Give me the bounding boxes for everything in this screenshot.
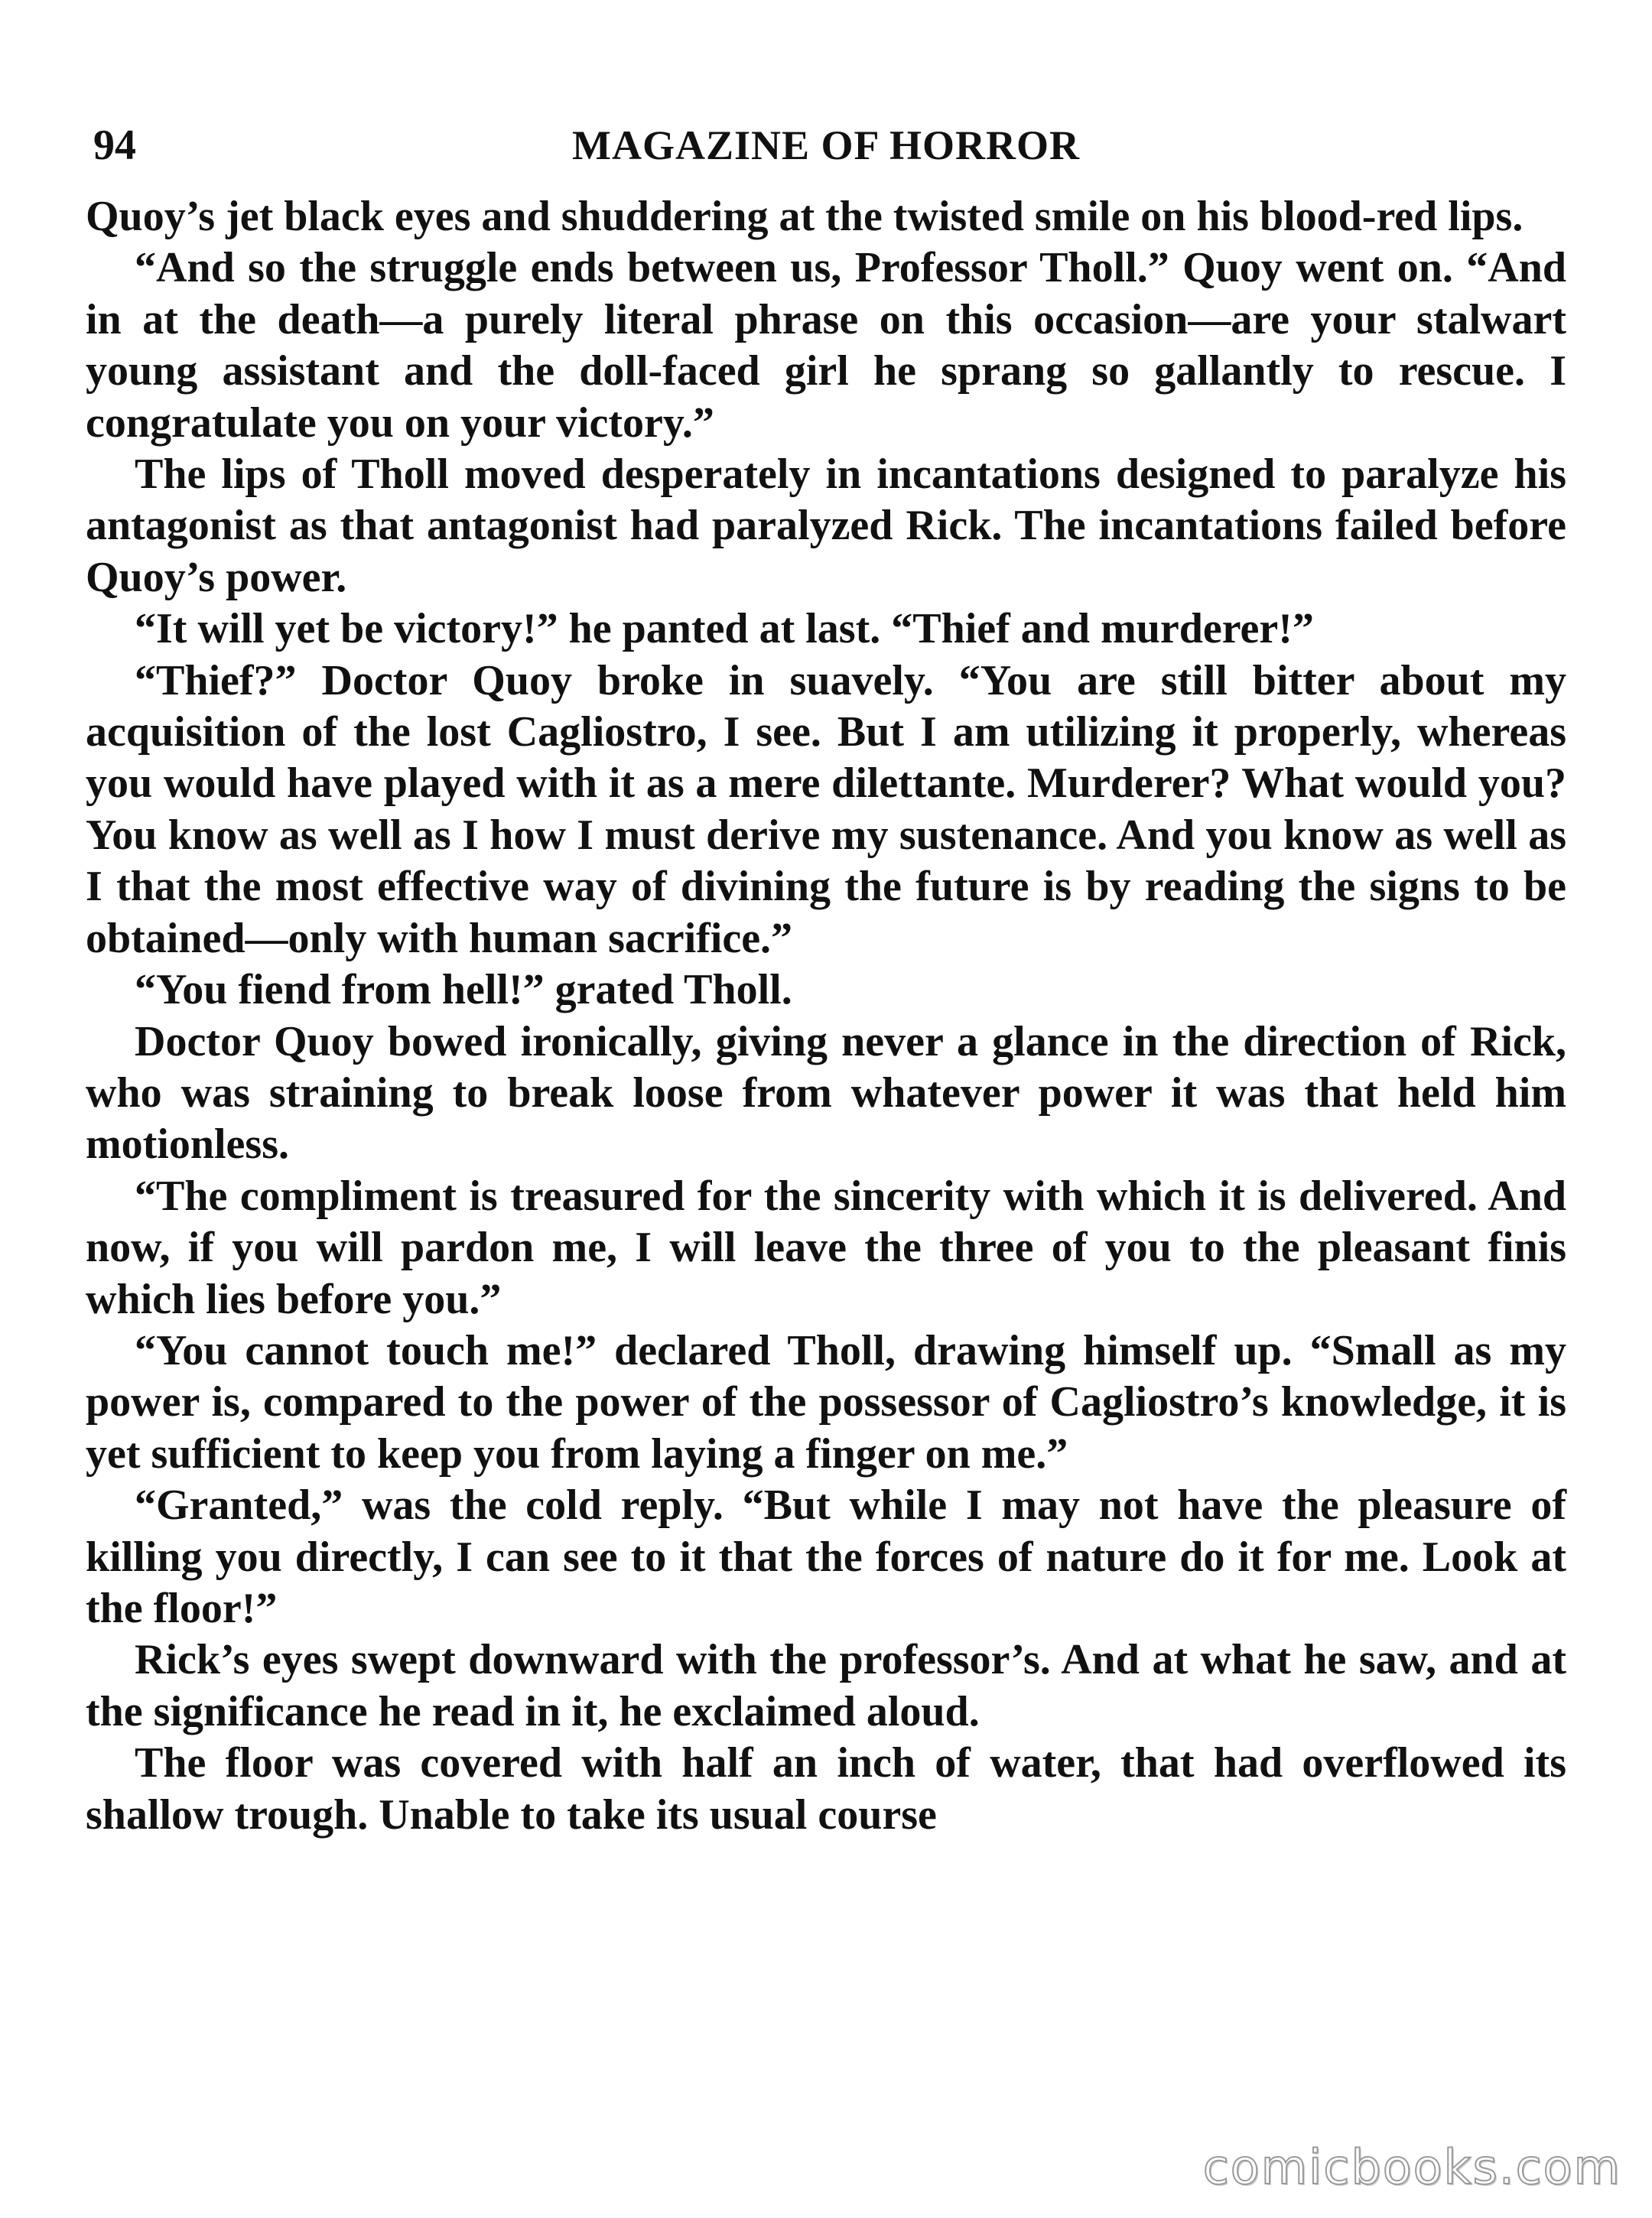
- paragraph: The lips of Tholl moved desperately in incantations designed to paralyze his antagonist as that antagonist had paralyzed Rick. The incantations failed before Quoy’s power.: [86, 450, 1566, 601]
- paragraph: The floor was covered with half an inch of water, that had overflowed its shallow trough. Unable to take its usual course: [86, 1739, 1566, 1839]
- book-page: [86, 115, 1566, 1841]
- paragraph: Doctor Quoy bowed ironically, giving never a glance in the direction of Rick, who was straining to break loose from whatever power it was that held him motionless.: [86, 1017, 1566, 1169]
- running-title: MAGAZINE OF HORROR: [572, 122, 1080, 168]
- paragraph: “And so the struggle ends between us, Professor Tholl.” Quoy went on. “And in at the death—a purely literal phrase on this occasion—are your stalwart young assistant and the doll-faced girl he sprang so gallantly to rescue. I congratulate you on your victory.”: [86, 244, 1566, 447]
- paragraph: Quoy’s jet black eyes and shuddering at the twisted smile on his blood-red lips.: [86, 193, 1524, 240]
- paragraph: Rick’s eyes swept downward with the professor’s. And at what he saw, and at the significance he read in it, he exclaimed aloud.: [86, 1636, 1566, 1735]
- paragraph: “You cannot touch me!” declared Tholl, drawing himself up. “Small as my power is, compared to the power of the possessor of Cagliostro’s knowledge, it is yet sufficient to keep you from laying a finger on me.”: [86, 1326, 1566, 1478]
- paragraph: “The compliment is treasured for the sincerity with which it is delivered. And now, if you will pardon me, I will leave the three of you to the pleasant finis which lies before you.”: [86, 1172, 1566, 1323]
- paragraph: “You fiend from hell!” grated Tholl.: [135, 966, 792, 1014]
- paragraph: “Granted,” was the cold reply. “But while I may not have the pleasure of killing you directly, I can see to it that the forces of nature do it for me. Look at the floor!”: [86, 1481, 1566, 1632]
- story-text: [86, 191, 1566, 1841]
- paragraph: “It will yet be victory!” he panted at last. “Thief and murderer!”: [135, 605, 1314, 653]
- watermark-logo: comicbooks.com: [1202, 2139, 1621, 2195]
- page-header: [86, 115, 1566, 176]
- paragraph: “Thief?” Doctor Quoy broke in suavely. “You are still bitter about my acquisition of the lost Cagliostro, I see. But I am utilizing it properly, whereas you would have played with it as a mere dilettante. Murderer? What would you? You know as well as I how I must derive my sustenance. And you know as well as I that the most effective way of divining the future is by reading the signs to be obtained—only with human sacrifice.”: [86, 656, 1566, 962]
- page-number: 94: [93, 122, 136, 169]
